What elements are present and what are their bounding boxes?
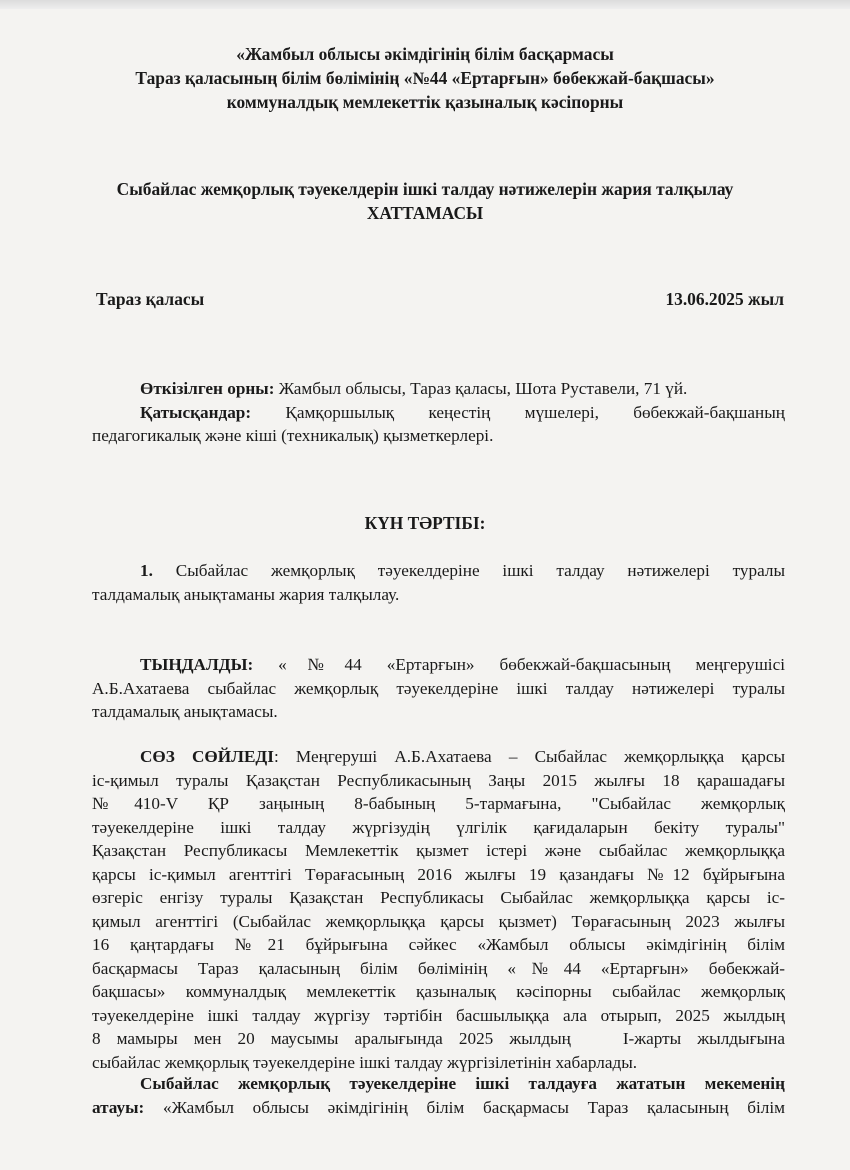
header-line-3: коммуналдық мемлекеттік қазыналық кәсіпорны <box>226 92 624 112</box>
city: Тараз қаласы <box>96 289 205 309</box>
venue-text: Жамбыл облысы, Тараз қаласы, Шота Руставели, 71 үй. <box>274 379 688 398</box>
spoke-line-3: №410-V ҚР заңының 8-бабының 5-тармағына, "Сыбайлас жемқорлық <box>92 794 785 813</box>
subject-line-2 <box>92 1096 785 1120</box>
participants-label: Қатысқандар: <box>140 402 252 422</box>
participants-line-1 <box>92 401 785 425</box>
agenda-heading: КҮН ТӘРТІБІ: <box>364 513 486 533</box>
listened-section <box>92 653 785 724</box>
spoke-line-12: тәуекелдеріне ішкі талдау жүргізу тәртібін басшылыққа ала отырып, 2025 жылдың <box>92 1005 785 1025</box>
subject-section <box>92 1072 785 1119</box>
title-line-2: ХАТТАМАСЫ <box>366 203 484 223</box>
participants-text: Қамқоршылық кеңестің мүшелері, бөбекжай-бақшаның <box>251 402 785 422</box>
organization-header <box>0 42 850 114</box>
spoke-line-11: бақшасы» коммуналдық мемлекеттік қазыналық кәсіпорны сыбайлас жемқорлық <box>92 982 785 1001</box>
venue-line <box>92 377 785 401</box>
agenda-number: 1. <box>140 561 153 580</box>
document-title <box>0 177 850 225</box>
spoke-line-13a: 8 мамыры мен 20 маусымы аралығында 2025 жылдың <box>92 1029 571 1048</box>
agenda-section <box>92 559 785 606</box>
subject-line-1: Сыбайлас жемқорлық тәуекелдеріне ішкі талдауға жататын мекеменің <box>140 1074 785 1093</box>
agenda-line-2: талдамалық анықтаманы жария талқылау. <box>92 584 400 604</box>
spoke-line-1 <box>92 745 785 769</box>
spoke-line-10: басқармасы Тараз қаласының білім бөлімінің «№44 «Ертарғын» бөбекжай- <box>92 958 785 978</box>
date: 13.06.2025 жыл <box>665 289 784 309</box>
venue-label: Өткізілген орны: <box>140 379 275 398</box>
spoke-line-14: сыбайлас жемқорлық тәуекелдеріне ішкі талдау жүргізілетінін хабарлады. <box>92 1052 638 1072</box>
spoke-line-8: қимыл агенттігі (Сыбайлас жемқорлыққа қарсы қызмет) Төрағасының 2023 жылғы <box>92 911 785 931</box>
listened-label: ТЫҢДАЛДЫ: <box>140 655 254 674</box>
listened-line-1 <box>92 653 785 677</box>
spoke-label: СӨЗ СӨЙЛЕДІ <box>140 747 274 766</box>
spoke-line-2: іс-қимыл туралы Қазақстан Республикасының Заңы 2015 жылғы 18 қарашадағы <box>92 770 785 790</box>
spoke-line-13 <box>92 1027 785 1051</box>
spoke-text: : Меңгеруші А.Б.Ахатаева – Сыбайлас жемқорлыққа қарсы <box>273 747 785 766</box>
spoke-line-6: қарсы іс-қимыл агенттігі Төрағасының 2016 жылғы 19 қазандағы №12 бұйрығына <box>92 864 785 884</box>
venue-participants-section <box>92 377 785 448</box>
title-line-1: Сыбайлас жемқорлық тәуекелдерін ішкі талдау нәтижелерін жария талқылау <box>116 179 734 199</box>
header-line-1: «Жамбыл облысы әкімдігінің білім басқармасы <box>236 44 614 64</box>
subject-label: атауы: <box>92 1097 145 1117</box>
scan-edge <box>0 0 850 9</box>
spoke-section <box>92 745 785 1074</box>
subject-text: «Жамбыл облысы әкімдігінің білім басқармасы Тараз қаласының білім <box>144 1097 785 1117</box>
listened-text: «№44 «Ертарғын» бөбекжай-бақшасының меңгерушісі <box>253 655 785 674</box>
listened-line-3: талдамалық анықтамасы. <box>92 702 278 721</box>
agenda-text: Сыбайлас жемқорлық тәуекелдеріне ішкі талдау нәтижелері туралы <box>152 561 785 580</box>
spoke-line-9: 16 қаңтардағы №21 бұйрығына сәйкес «Жамбыл облысы әкімдігінің білім <box>92 935 785 954</box>
spoke-line-5: Қазақстан Республикасы Мемлекеттік қызмет істері және сыбайлас жемқорлыққа <box>92 841 785 860</box>
agenda-line-1 <box>92 559 785 583</box>
spoke-line-13b: І-жарты жылдығына <box>622 1029 785 1048</box>
header-line-2: Тараз қаласының білім бөлімінің «№44 «Ертарғын» бөбекжай-бақшасы» <box>135 68 715 88</box>
spoke-line-7: өзгеріс енгізу туралы Қазақстан Республикасы Сыбайлас жемқорлыққа қарсы іс- <box>92 888 785 907</box>
spoke-line-4: тәуекелдеріне ішкі талдау жүргізудің үлгілік қағидаларын бекіту туралы" <box>92 817 785 837</box>
participants-line-2: педагогикалық және кіші (техникалық) қызметкерлері. <box>92 426 494 445</box>
listened-line-2: А.Б.Ахатаева сыбайлас жемқорлық тәуекелдеріне ішкі талдау нәтижелері туралы <box>92 678 785 698</box>
